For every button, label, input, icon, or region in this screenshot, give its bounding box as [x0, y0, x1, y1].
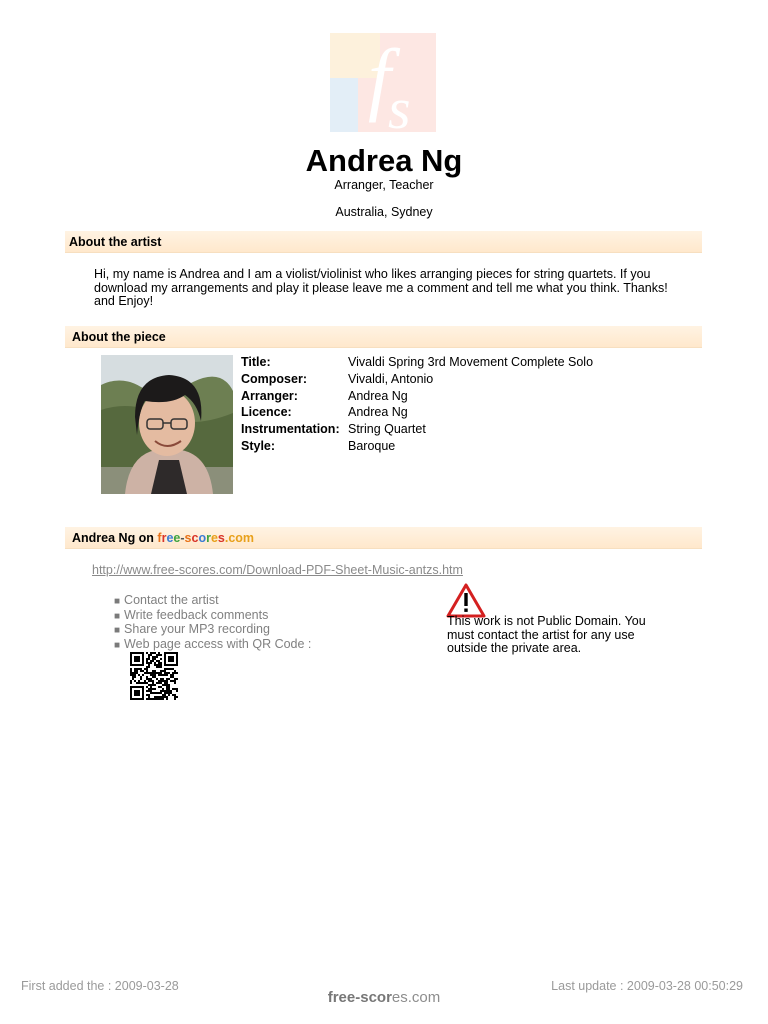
qr-module	[158, 682, 160, 684]
qr-module	[160, 674, 162, 676]
free-scores-logo	[330, 33, 436, 132]
qr-module	[156, 696, 158, 698]
qr-module	[134, 676, 136, 678]
piece-detail-label: Instrumentation:	[241, 422, 340, 437]
qr-module	[164, 690, 166, 692]
site-name-letter: c	[191, 531, 199, 545]
share-mp3-link[interactable]: ■ Share your MP3 recording	[114, 623, 311, 638]
contact-artist-link[interactable]: ■ Contact the artist	[114, 594, 311, 609]
qr-module	[160, 692, 162, 694]
qr-module	[172, 668, 174, 670]
qr-module	[160, 672, 162, 674]
qr-module	[136, 670, 138, 672]
qr-module	[152, 682, 154, 684]
qr-module	[158, 664, 160, 666]
qr-module	[162, 670, 164, 672]
piece-detail-value: Vivaldi Spring 3rd Movement Complete Solo	[348, 355, 594, 369]
qr-module	[154, 652, 156, 654]
piece-detail-label: Licence:	[241, 405, 292, 420]
qr-module	[156, 672, 158, 674]
qr-module	[160, 696, 162, 698]
qr-module	[150, 660, 152, 662]
qr-module	[170, 674, 172, 676]
qr-module	[132, 672, 134, 674]
qr-module	[152, 688, 154, 690]
qr-module	[164, 668, 166, 670]
piece-detail-value: Baroque	[348, 438, 396, 453]
site-name-letter: s	[184, 531, 192, 545]
qr-module	[174, 698, 176, 700]
qr-module	[166, 668, 168, 670]
qr-module	[168, 684, 170, 686]
site-name-letter: e	[210, 531, 218, 545]
qr-module	[176, 690, 178, 692]
qr-module	[150, 684, 152, 686]
qr-module	[176, 688, 178, 690]
qr-module	[132, 676, 134, 678]
qr-module	[156, 678, 158, 680]
qr-module	[156, 682, 158, 684]
qr-module	[152, 698, 154, 700]
write-feedback-link[interactable]: ■ Write feedback comments	[114, 609, 311, 624]
qr-module	[150, 678, 152, 680]
qr-module	[148, 658, 150, 660]
qr-module	[148, 678, 150, 680]
qr-module	[162, 690, 164, 692]
artist-actions-list	[114, 594, 311, 652]
qr-module	[154, 688, 156, 690]
section-title: Andrea Ng on	[72, 531, 158, 545]
qr-module	[150, 672, 152, 674]
qr-module	[162, 680, 164, 682]
qr-module	[162, 678, 164, 680]
piece-detail-label: Title:	[241, 355, 271, 369]
qr-module	[152, 680, 154, 682]
qr-module	[168, 656, 174, 662]
piece-detail-value: String Quartet	[348, 422, 426, 437]
qr-module	[132, 678, 134, 680]
piece-detail-label: Arranger:	[241, 388, 298, 403]
qr-module	[134, 672, 136, 674]
qr-module	[166, 674, 168, 676]
qr-module	[152, 692, 154, 694]
qr-module	[164, 670, 166, 672]
qr-module	[174, 678, 176, 680]
qr-module	[146, 678, 148, 680]
qr-module	[150, 692, 152, 694]
qr-module	[166, 688, 168, 690]
qr-module	[170, 676, 172, 678]
qr-module	[156, 692, 158, 694]
qr-module	[160, 680, 162, 682]
site-name-letter: r	[161, 531, 167, 545]
qr-module	[150, 686, 152, 688]
qr-module	[130, 672, 132, 674]
qr-module	[162, 684, 164, 686]
qr-module	[172, 694, 174, 696]
site-name-letter: s	[217, 531, 225, 545]
qr-module	[174, 694, 176, 696]
qr-module	[164, 672, 166, 674]
footer-brand	[0, 989, 768, 1006]
qr-module	[156, 656, 158, 658]
qr-module	[140, 676, 142, 678]
qr-module	[142, 674, 144, 676]
piece-detail-label: Composer:	[241, 371, 307, 386]
section-title: About the piece	[72, 330, 166, 344]
qr-module	[164, 696, 166, 698]
qr-code-access-label: ■ Web page access with QR Code :	[114, 638, 311, 653]
qr-module	[134, 690, 140, 696]
qr-module	[170, 692, 172, 694]
qr-module	[150, 662, 152, 664]
piece-detail-row	[241, 439, 593, 456]
qr-module	[152, 660, 154, 662]
qr-module	[146, 676, 148, 678]
qr-module	[148, 664, 150, 666]
qr-module	[156, 654, 158, 656]
qr-module	[146, 658, 148, 660]
site-name-letter: e	[166, 531, 174, 545]
svg-text:s: s	[388, 76, 411, 132]
qr-module	[150, 698, 152, 700]
qr-module	[168, 690, 170, 692]
qr-module	[140, 678, 142, 680]
qr-module	[176, 672, 178, 674]
qr-module	[168, 672, 170, 674]
qr-module	[172, 674, 174, 676]
piece-details	[241, 355, 593, 456]
qr-module	[154, 698, 156, 700]
qr-module	[158, 698, 160, 700]
site-name-letter: f	[157, 531, 162, 545]
qr-module	[156, 660, 158, 662]
qr-module	[174, 696, 176, 698]
site-name-letter: .com	[224, 531, 255, 545]
qr-module	[158, 654, 160, 656]
qr-module	[158, 696, 160, 698]
qr-module	[160, 690, 162, 692]
qr-module	[160, 658, 162, 660]
qr-module	[162, 694, 164, 696]
svg-text:f: f	[368, 33, 391, 123]
qr-module	[150, 688, 152, 690]
qr-module	[134, 680, 136, 682]
qr-module	[138, 682, 140, 684]
qr-module	[148, 696, 150, 698]
qr-module	[154, 676, 156, 678]
qr-module	[158, 672, 160, 674]
qr-module	[150, 652, 152, 654]
qr-module	[138, 668, 140, 670]
qr-module	[154, 656, 156, 658]
qr-module	[164, 682, 166, 684]
qr-module	[170, 690, 172, 692]
qr-module	[162, 698, 164, 700]
qr-module	[130, 682, 132, 684]
qr-module	[154, 672, 156, 674]
qr-module	[140, 682, 142, 684]
qr-module	[150, 690, 152, 692]
qr-module	[136, 668, 138, 670]
qr-module	[152, 674, 154, 676]
piece-detail-row	[241, 422, 593, 439]
qr-module	[154, 664, 156, 666]
qr-module	[152, 656, 154, 658]
qr-module	[158, 652, 160, 654]
qr-module	[160, 662, 162, 664]
qr-module	[172, 672, 174, 674]
qr-module	[146, 660, 148, 662]
qr-module	[160, 698, 162, 700]
qr-module	[146, 662, 148, 664]
qr-module	[142, 682, 144, 684]
qr-module	[174, 680, 176, 682]
qr-module	[162, 688, 164, 690]
qr-module	[174, 672, 176, 674]
site-name-letter: r	[206, 531, 211, 545]
qr-module	[162, 674, 164, 676]
qr-module	[176, 696, 178, 698]
qr-module	[148, 666, 150, 668]
qr-module	[152, 684, 154, 686]
qr-module	[156, 664, 158, 666]
site-name-letter: e	[173, 531, 181, 545]
qr-module	[146, 698, 148, 700]
qr-module	[146, 668, 148, 670]
qr-module	[160, 654, 162, 656]
qr-module	[146, 652, 148, 654]
section-about-piece	[65, 326, 702, 348]
site-name-letter: o	[198, 531, 207, 545]
qr-module	[176, 678, 178, 680]
qr-module	[134, 668, 136, 670]
qr-module	[134, 670, 136, 672]
qr-module	[134, 656, 140, 662]
artist-name: Andrea Ng	[305, 143, 463, 178]
qr-module	[152, 672, 154, 674]
qr-module	[146, 682, 148, 684]
qr-module	[130, 668, 132, 670]
qr-module	[154, 662, 156, 664]
qr-module	[152, 676, 154, 678]
qr-module	[148, 684, 150, 686]
qr-module	[144, 682, 146, 684]
qr-module	[146, 670, 148, 672]
qr-module	[154, 684, 156, 686]
qr-module	[154, 696, 156, 698]
qr-module	[158, 666, 160, 668]
qr-module	[132, 674, 134, 676]
qr-module	[130, 680, 132, 682]
qr-module	[150, 674, 152, 676]
qr-code-icon[interactable]	[130, 652, 180, 700]
qr-module	[152, 670, 154, 672]
qr-module	[172, 688, 174, 690]
qr-module	[142, 670, 144, 672]
qr-module	[152, 652, 154, 654]
qr-module	[160, 678, 162, 680]
qr-module	[160, 664, 162, 666]
footer-brand-rest: es.com	[391, 989, 441, 1006]
piece-detail-label: Style:	[241, 438, 276, 453]
last-update-date: Last update : 2009-03-28 00:50:29	[551, 979, 743, 993]
qr-module	[164, 694, 166, 696]
qr-module	[168, 688, 170, 690]
warning-triangle-icon	[446, 583, 486, 618]
qr-module	[168, 694, 170, 696]
site-name	[157, 531, 254, 545]
footer-brand-bold: free-scor	[327, 989, 392, 1006]
qr-module	[166, 692, 168, 694]
qr-module	[138, 680, 140, 682]
piece-detail-row	[241, 372, 593, 389]
qr-module	[162, 696, 164, 698]
qr-module	[158, 680, 160, 682]
qr-module	[168, 668, 170, 670]
qr-module	[158, 660, 160, 662]
qr-module	[148, 694, 150, 696]
qr-module	[174, 688, 176, 690]
qr-module	[172, 680, 174, 682]
qr-module	[154, 674, 156, 676]
qr-module	[138, 674, 140, 676]
qr-module	[136, 672, 138, 674]
qr-module	[144, 668, 146, 670]
qr-module	[166, 682, 168, 684]
piece-detail-row	[241, 389, 593, 406]
qr-module	[130, 674, 132, 676]
qr-module	[158, 686, 160, 688]
qr-module	[160, 666, 162, 668]
qr-module	[148, 690, 150, 692]
qr-module	[136, 682, 138, 684]
qr-module	[156, 666, 158, 668]
qr-module	[164, 674, 166, 676]
qr-module	[166, 696, 168, 698]
site-name-letter: -	[180, 531, 185, 545]
qr-module	[158, 692, 160, 694]
qr-module	[164, 692, 166, 694]
qr-module	[160, 686, 162, 688]
qr-module	[166, 680, 168, 682]
qr-module	[148, 688, 150, 690]
qr-module	[144, 672, 146, 674]
section-about-artist	[65, 231, 702, 253]
qr-module	[140, 670, 142, 672]
qr-module	[148, 654, 150, 656]
qr-module	[166, 678, 168, 680]
qr-module	[166, 672, 168, 674]
qr-module	[166, 698, 168, 700]
qr-module	[168, 686, 170, 688]
about-artist-text: Hi, my name is Andrea and I am a violist/violinist who likes arranging pieces for string quartets. If you download my arrangements and play it please leave me a comment and tell me what you think. Thanks! and Enjoy!	[94, 267, 668, 308]
qr-module	[168, 692, 170, 694]
piece-detail-row	[241, 405, 593, 422]
copyright-warning-text: This work is not Public Domain. You must contact the artist for any use outside the private area.	[447, 614, 646, 655]
qr-module	[148, 680, 150, 682]
artist-photo	[101, 355, 233, 494]
artist-location: Australia, Sydney	[335, 205, 433, 219]
qr-module	[166, 690, 168, 692]
qr-module	[144, 680, 146, 682]
qr-module	[158, 674, 160, 676]
qr-module	[148, 698, 150, 700]
qr-module	[156, 698, 158, 700]
qr-module	[150, 654, 152, 656]
piece-detail-value: Andrea Ng	[348, 388, 408, 403]
artist-roles: Arranger, Teacher	[334, 178, 434, 192]
qr-module	[146, 686, 148, 688]
piece-detail-value: Andrea Ng	[348, 405, 408, 420]
artist-page-link[interactable]: http://www.free-scores.com/Download-PDF-Sheet-Music-antzs.htm	[92, 563, 463, 577]
qr-module	[158, 662, 160, 664]
qr-module	[148, 656, 150, 658]
qr-module	[140, 668, 142, 670]
qr-module	[160, 670, 162, 672]
qr-module	[146, 694, 148, 696]
qr-module	[130, 670, 132, 672]
qr-module	[152, 658, 154, 660]
qr-module	[146, 672, 148, 674]
qr-module	[154, 692, 156, 694]
qr-module	[160, 682, 162, 684]
qr-module	[166, 686, 168, 688]
qr-module	[154, 658, 156, 660]
qr-module	[134, 674, 136, 676]
section-title: About the artist	[69, 235, 162, 249]
piece-detail-value: Vivaldi, Antonio	[348, 371, 434, 386]
qr-module	[168, 678, 170, 680]
qr-module	[170, 680, 172, 682]
qr-module	[164, 684, 166, 686]
section-artist-on-site	[65, 527, 702, 549]
qr-module	[150, 680, 152, 682]
qr-module	[164, 680, 166, 682]
qr-module	[166, 684, 168, 686]
qr-module	[146, 666, 148, 668]
qr-module	[174, 682, 176, 684]
piece-detail-row	[241, 355, 593, 372]
qr-module	[146, 690, 148, 692]
qr-module	[172, 676, 174, 678]
first-added-date: First added the : 2009-03-28	[21, 979, 179, 993]
qr-module	[148, 672, 150, 674]
qr-module	[170, 668, 172, 670]
qr-module	[174, 670, 176, 672]
qr-module	[154, 670, 156, 672]
qr-module	[148, 662, 150, 664]
